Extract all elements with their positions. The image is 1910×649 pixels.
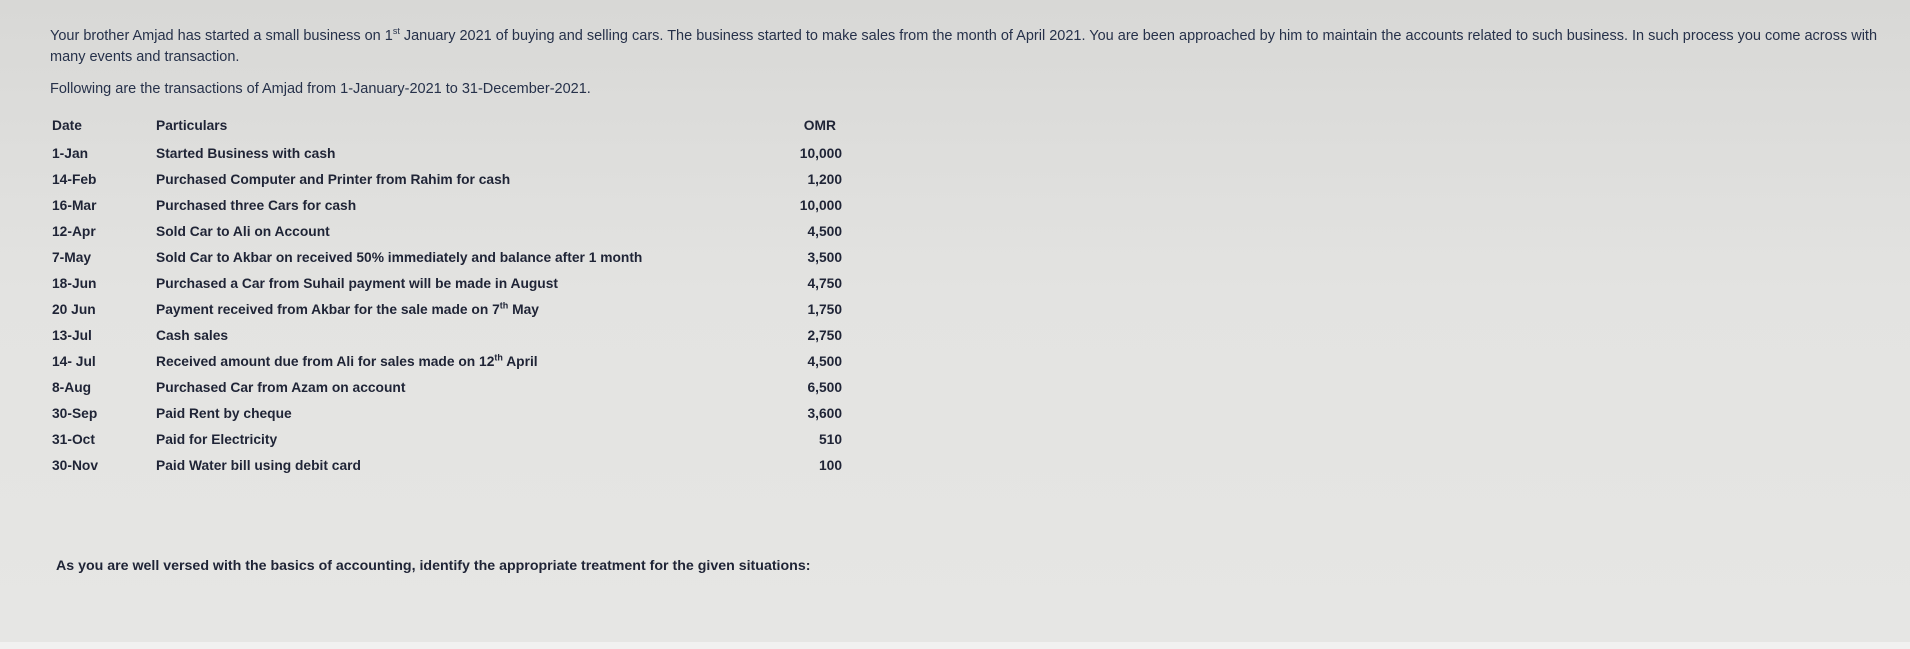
intro-superscript: st [392,26,400,37]
row-particulars-text-end: May [508,302,539,317]
row-amount: 1,750 [807,302,842,317]
row-particulars: Paid Water bill using debit card [156,458,361,473]
row-particulars-superscript: th [494,352,503,363]
row-amount: 1,200 [807,172,842,187]
row-particulars-superscript: th [499,300,509,311]
row-amount: 100 [818,458,842,473]
row-amount: 3,500 [807,250,842,265]
transactions-heading: Following are the transactions of Amjad from 1-January-2021 to 31-December-2021. [50,81,591,97]
row-particulars [156,354,538,369]
row-amount: 6,500 [807,380,842,395]
row-date: 1-Jan [52,146,89,161]
header-particulars: Particulars [156,118,228,133]
row-amount: 4,750 [807,276,842,291]
row-particulars: Purchased three Cars for cash [156,198,357,213]
row-particulars: Purchased a Car from Suhail payment will be made in August [156,276,558,291]
document-body [50,26,1910,649]
row-particulars: Paid Rent by cheque [156,406,292,421]
row-particulars: Purchased Computer and Printer from Rahim for cash [156,172,511,187]
screen-bottom-edge [0,642,1910,649]
row-particulars-text-end: April [502,354,538,369]
row-particulars-text: Payment received from Akbar for the sale made on 7 [156,302,500,317]
intro-paragraph [50,26,1900,68]
row-date: 7-May [52,250,92,265]
row-particulars-text: Received amount due from Ali for sales made on 12 [156,354,495,369]
row-amount: 3,600 [807,406,842,421]
row-particulars: Purchased Car from Azam on account [156,380,406,395]
row-particulars [156,302,539,317]
row-amount: 2,750 [807,328,842,343]
row-amount: 4,500 [807,354,842,369]
row-date: 14-Feb [52,172,97,187]
row-particulars: Cash sales [156,328,229,343]
row-date: 8-Aug [52,380,92,395]
row-particulars: Paid for Electricity [156,432,278,447]
row-particulars: Sold Car to Akbar on received 50% immediately and balance after 1 month [156,250,643,265]
row-date: 14- Jul [52,354,96,369]
header-amount: OMR [803,118,836,133]
row-date: 12-Apr [52,224,96,239]
row-date: 31-Oct [52,432,95,447]
row-amount: 10,000 [799,198,842,213]
row-particulars: Started Business with cash [156,146,336,161]
header-date: Date [52,118,82,133]
row-amount: 510 [818,432,842,447]
row-amount: 10,000 [799,146,842,161]
row-date: 30-Nov [52,458,99,473]
row-date: 18-Jun [52,276,97,291]
row-amount: 4,500 [807,224,842,239]
row-date: 13-Jul [52,328,92,343]
row-particulars: Sold Car to Ali on Account [156,224,330,239]
question-prompt: As you are well versed with the basics of accounting, identify the appropriate treatment for the given situations: [56,558,811,574]
intro-text-end: January 2021 of buying and selling cars. The business started to make sales from the month of April 2021. You are been approached by him to maintain the accounts related to such business. In such process you come across with many events and transaction. [50,28,1878,65]
row-date: 30-Sep [52,406,98,421]
row-date: 16-Mar [52,198,97,213]
row-date: 20 Jun [52,302,96,317]
intro-text-start: Your brother Amjad has started a small business on 1 [50,28,393,44]
